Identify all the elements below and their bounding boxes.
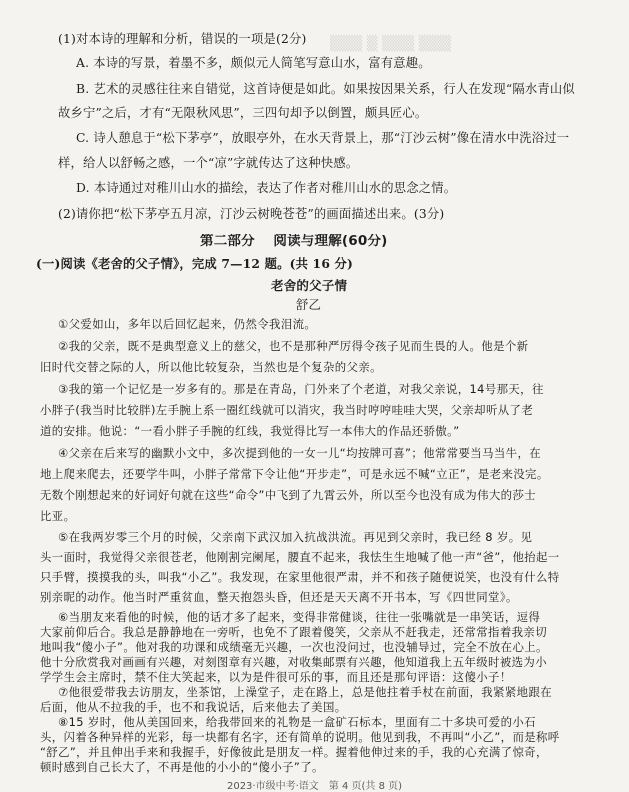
paragraph-8-line-2: 头，闪着各种异样的光彩，每一块都有名字，还有简单的说明。他见到我，不再叫“小乙”，而是称呼 — [40, 730, 560, 744]
question-1-stem: (1)对本诗的理解和分析，错误的一项是(2分) — [58, 32, 307, 46]
page-footer: 2023·市级中考·语文 第 4 页(共 8 页) — [226, 781, 403, 792]
paragraph-4-line-3: 无数个刚想起来的好词好句就在这些“命令”中飞到了九霄云外，所以至今也没有成为伟大的莎士 — [40, 488, 537, 502]
article-title: 老舍的父子情 — [271, 278, 348, 293]
article-author: 舒乙 — [296, 298, 321, 312]
paragraph-5-line-4: 别亲昵的动作。他当时严重贫血，整天抱怨头昏，但还是天天离不开书本，写《四世同堂》。 — [40, 590, 518, 604]
paragraph-6-line-2: 大家前仰后合。我总是静静地在一旁听，也免不了跟着傻笑，父亲从不赶我走，还常常指着我亲切 — [40, 625, 547, 639]
paragraph-7-line-1-visible: ⑦他很爱带我去访朋友，坐茶馆，上澡堂子，走在路上，总是他拄着手杖在前面，我紧紧地跟在 — [58, 685, 553, 699]
paragraph-6-line-5: 学学生会主席时，禁不住大笑起来，以为是件很可乐的事，而且还是那句评语：这傻小子！ — [40, 670, 512, 684]
paragraph-8-line-1: ⑧15 岁时，他从美国回来，给我带回来的礼物是一盒矿石标本，里面有二十多块可爱的小石 — [58, 715, 536, 729]
paragraph-6-line-4: 他十分欣赏我对画画有兴趣，对刻图章有兴趣，对收集邮票有兴趣，他知道我上五年级时被选为小 — [40, 655, 547, 669]
paragraph-3-line-1: ③我的第一个记忆是一岁多有的。那是在青岛，门外来了个老道，对我父亲说，14号那天，往 — [58, 382, 544, 396]
option-d: D. 本诗通过对稚川山水的描绘，表达了作者对稚川山水的思念之情。 — [76, 181, 457, 195]
section-instruction: (一)阅读《老舍的父子情》，完成 7—12 题。(共 16 分) — [36, 256, 354, 271]
part-two-heading: 第二部分 阅读与理解(60分) — [200, 234, 388, 249]
paragraph-5-line-1: ⑤在我两岁零三个月的时候，父亲南下武汉加入抗战洪流。再见到父亲时，我已经 8 岁。见 — [58, 530, 533, 544]
option-b-line-2: 故乡宁”之后，才有“无限秋风思”，三四句却予以倒置，颇具匠心。 — [58, 106, 428, 120]
paragraph-6-line-1: ⑥当朋友来看他的时候，他的话才多了起来，变得非常健谈，往往一张嘴就是一串笑话，逗得 — [58, 610, 541, 624]
paragraph-8-line-4: 顿时感到自己长大了，不再是他的小小的“傻小子”了。 — [40, 760, 324, 774]
paragraph-5-line-3: 只手臂，摸摸我的头，叫我“小乙”。我发现，在家里他很严肃，并不和孩子随便说笑，也没有什么特 — [40, 570, 560, 584]
paragraph-7-line-2: 后面，他从不拉我的手，也不和我说话，后来他去了美国。 — [40, 700, 347, 714]
option-c-line-1: C. 诗人憩息于“松下茅亭”，放眼亭外，在水天背景上，那“汀沙云树”像在清水中洗浴过一 — [76, 131, 570, 145]
paragraph-4-line-2: 地上爬来爬去，还要学牛叫，小胖子常常下令让他“开步走”，可是永远不喊“立正”，是老来没完。 — [40, 467, 549, 481]
paragraph-6-line-3: 地叫我“傻小子”。他对我的功课和成绩毫无兴趣，一次也没问过，也没辅导过，完全不放在心上。 — [40, 640, 548, 654]
bleed-through-mark: ▒▒▒ ▒ ▒▒▒ ▒▒▒ — [330, 36, 452, 52]
option-a: A. 本诗的写景，着墨不多，颇似元人简笔写意山水，富有意趣。 — [76, 56, 431, 70]
question-2: (2)请你把“松下茅亭五月凉，汀沙云树晚苍苍”的画面描述出来。(3分) — [58, 207, 445, 221]
paragraph-3-line-2: 小胖子(我当时比较胖)左手腕上系一圈红线就可以消灾，我当时哼哼哇哇大哭，父亲却听从了老 — [40, 403, 534, 417]
paragraph-8-line-3: “舒乙”，并且伸出手来和我握手，好像彼此是朋友一样。握着他伸过来的手，我的心充满了惊奇， — [40, 745, 548, 759]
paragraph-5-line-2: 头一面时，我觉得父亲很苍老，他刚割完阑尾，腰直不起来，我怯生生地喊了他一声“爸”，他抬起一 — [40, 550, 560, 564]
paragraph-4-line-1: ④父亲在后来写的幽默小文中，多次提到他的一女一儿“均按牌可喜”；他常常要当马当牛，在 — [58, 446, 542, 460]
paragraph-2-line-1: ②我的父亲，既不是典型意义上的慈父，也不是那种严厉得令孩子见而生畏的人。他是个新 — [58, 339, 529, 353]
paragraph-3-line-3: 道的安排。他说：“一看小胖子手腕的红线，我觉得比写一本伟大的作品还骄傲。” — [40, 424, 460, 438]
option-b-line-1: B. 艺术的灵感往往来自错觉，这首诗便是如此。如果按因果关系，行人在发现“隔水青山似 — [76, 82, 575, 96]
paragraph-1: ①父爱如山，多年以后回忆起来，仍然令我泪流。 — [58, 317, 317, 331]
paragraph-2-line-2: 旧时代交替之际的人，所以他比较复杂，当然也是个复杂的父亲。 — [40, 360, 382, 374]
paragraph-4-line-4: 比亚。 — [40, 509, 76, 523]
option-c-line-2: 样，给人以舒畅之感，一个“凉”字就传达了这种快感。 — [58, 156, 359, 170]
